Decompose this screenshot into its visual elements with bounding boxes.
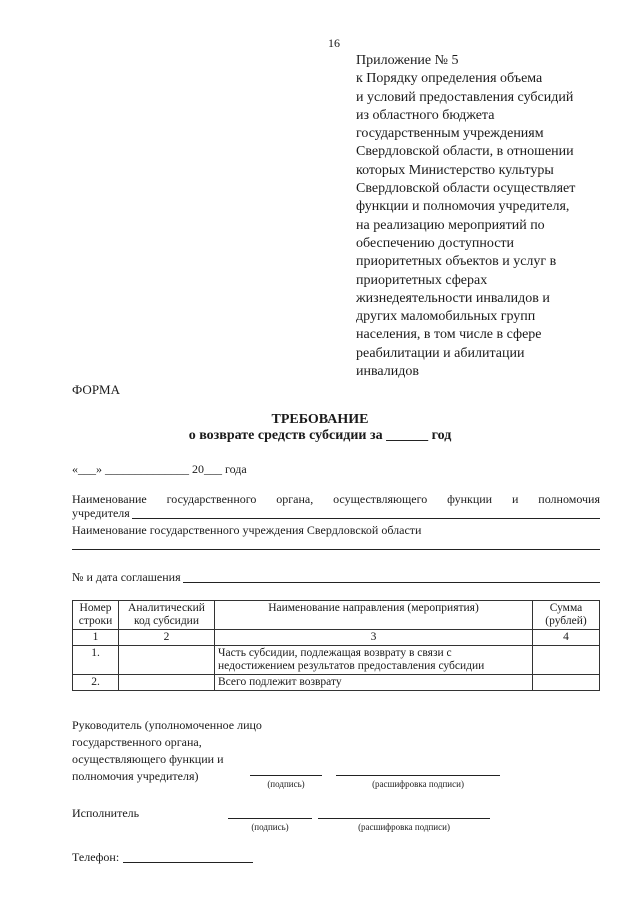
page-number: 16 <box>328 36 340 50</box>
table-header-row <box>73 601 600 630</box>
col-number: 4 <box>533 630 600 646</box>
row-code <box>119 675 215 691</box>
head-line: Руководитель (уполномоченное лицо <box>72 718 262 732</box>
appendix-line: инвалидов <box>356 364 419 380</box>
appendix-line: жизнедеятельности инвалидов и <box>356 290 550 306</box>
agreement-row <box>72 570 600 585</box>
date-line: «___» ______________ 20___ года <box>72 462 247 476</box>
executor-decode-caption: (расшифровка подписи) <box>358 822 450 832</box>
document-title: ТРЕБОВАНИЕ <box>271 412 369 427</box>
row-sum <box>533 675 600 691</box>
row-number: 1. <box>73 646 119 675</box>
appendix-line: государственным учреждениям <box>356 126 544 142</box>
head-decode-line <box>336 775 500 776</box>
institution-blank-line <box>72 549 600 550</box>
phone-label: Телефон: <box>72 850 120 864</box>
institution-label: Наименование государственного учреждения Свердловской области <box>72 523 422 537</box>
col-number: 2 <box>119 630 215 646</box>
appendix-line: и условий предоставления субсидий <box>356 89 574 105</box>
head-signature-line <box>250 775 322 776</box>
header-direction-name: Наименование направления (мероприятия) <box>215 601 533 630</box>
form-label: ФОРМА <box>72 382 120 397</box>
executor-sign-caption: (подпись) <box>251 822 289 832</box>
appendix-line: из областного бюджета <box>356 107 495 123</box>
agreement-blank-line <box>183 570 600 583</box>
executor-signature-line <box>228 818 312 819</box>
org-name-label: Наименование государственного органа, осуществляющего функции и полномочия <box>72 492 600 506</box>
row-sum <box>533 646 600 675</box>
appendix-line: обеспечению доступности <box>356 235 515 251</box>
row-name: Часть субсидии, подлежащая возврату в связи с недостижением результатов предоставления субсидии <box>215 646 533 675</box>
appendix-line: функции и полномочия учредителя, <box>356 199 570 215</box>
head-line: государственного органа, <box>72 735 202 749</box>
appendix-line: которых Министерство культуры <box>356 162 554 178</box>
appendix-header <box>356 52 606 381</box>
head-line: осуществляющего функции и <box>72 752 224 766</box>
appendix-line: к Порядку определения объема <box>356 71 543 87</box>
appendix-line: приоритетных объектов и услуг в <box>356 254 557 270</box>
founder-label: учредителя <box>72 506 130 520</box>
appendix-line: Приложение № 5 <box>356 53 459 68</box>
executor-label: Исполнитель <box>72 806 140 820</box>
appendix-line: приоритетных сферах <box>356 272 488 288</box>
agreement-label: № и дата соглашения <box>72 570 181 584</box>
header-row-number: Номер строки <box>73 601 119 630</box>
phone-row <box>72 850 253 865</box>
founder-row <box>72 506 600 521</box>
appendix-line: населения, в том числе в сфере <box>356 327 542 343</box>
col-number: 3 <box>215 630 533 646</box>
row-name: Всего подлежит возврату <box>215 675 533 691</box>
appendix-line: на реализацию мероприятий по <box>356 217 545 233</box>
phone-blank-line <box>123 850 253 863</box>
appendix-line: Свердловской области осуществляет <box>356 181 576 197</box>
appendix-line: реабилитации и абилитации <box>356 345 525 361</box>
col-number: 1 <box>73 630 119 646</box>
row-number: 2. <box>73 675 119 691</box>
table-numbering-row <box>73 630 600 646</box>
header-sum: Сумма (рублей) <box>533 601 600 630</box>
executor-decode-line <box>318 818 490 819</box>
appendix-line: других маломобильных групп <box>356 309 536 325</box>
head-sign-caption: (подпись) <box>267 779 305 789</box>
refund-table <box>72 600 600 691</box>
head-signature-label <box>72 717 262 785</box>
table-row <box>73 646 600 675</box>
head-decode-caption: (расшифровка подписи) <box>372 779 464 789</box>
document-subtitle: о возврате средств субсидии за ______ год <box>188 428 452 443</box>
table-row <box>73 675 600 691</box>
appendix-line: Свердловской области, в отношении <box>356 144 574 160</box>
head-line: полномочия учредителя) <box>72 769 199 783</box>
header-analytic-code: Аналитический код субсидии <box>119 601 215 630</box>
row-code <box>119 646 215 675</box>
founder-blank-line <box>132 506 600 519</box>
